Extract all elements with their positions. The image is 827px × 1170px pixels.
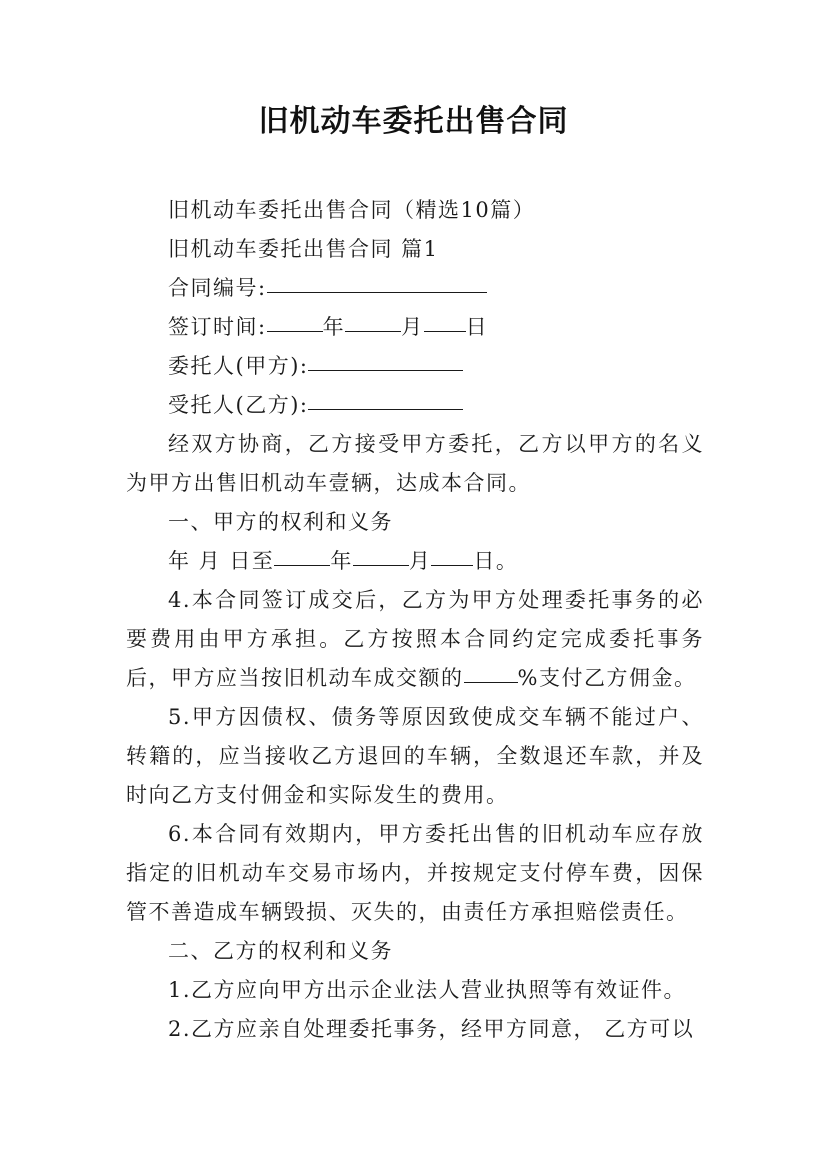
- section1-heading: 一、甲方的权利和义务: [168, 510, 393, 534]
- contract-number-blank: [267, 269, 487, 293]
- party-b-label: 受托人(乙方):: [168, 393, 309, 417]
- party-b-clause-1: 1.乙方应向甲方出示企业法人营业执照等有效证件。: [168, 978, 687, 1002]
- party-a-blank: [308, 347, 463, 371]
- period-prefix: 年 月 日至: [168, 549, 275, 573]
- period-line: [126, 542, 704, 581]
- period-month-unit: 月: [408, 549, 432, 573]
- sign-date-label: 签订时间:: [168, 315, 267, 339]
- clause-5-paragraph: 5.甲方因债权、债务等原因致使成交车辆不能过户、转籍的，应当接收乙方退回的车辆，全数退还车款，并及时向乙方支付佣金和实际发生的费用。: [126, 705, 704, 807]
- document-title: 旧机动车委托出售合同: [258, 104, 569, 139]
- clause-4-paragraph: [126, 581, 704, 698]
- section2-heading: 二、乙方的权利和义务: [168, 939, 393, 963]
- period-day-blank: [431, 542, 473, 566]
- clause-4-tail: %支付乙方佣金。: [517, 666, 697, 690]
- contract-number-label: 合同编号:: [168, 276, 267, 300]
- period-day-unit: 日。: [473, 549, 519, 573]
- preamble-paragraph: 经双方协商，乙方接受甲方委托，乙方以甲方的名义为甲方出售旧机动车壹辆，达成本合同。: [126, 432, 704, 495]
- period-month-blank: [353, 542, 409, 566]
- party-a-line: [126, 347, 704, 386]
- clause-4-text: 4.本合同签订成交后，乙方为甲方处理委托事务的必要费用由甲方承担。乙方按照本合同约定完成委托事务后，甲方应当按旧机动车成交额的: [126, 588, 704, 690]
- sign-year-blank: [267, 308, 323, 332]
- sign-day-unit: 日: [465, 315, 489, 339]
- sign-day-blank: [424, 308, 466, 332]
- commission-blank: [464, 659, 518, 683]
- document-subtitle: 旧机动车委托出售合同（精选10篇）: [168, 198, 536, 222]
- clause-6-paragraph: 6.本合同有效期内，甲方委托出售的旧机动车应存放指定的旧机动车交易市场内，并按规定支付停车费，因保管不善造成车辆毁损、灭失的，由责任方承担赔偿责任。: [126, 822, 704, 924]
- party-a-label: 委托人(甲方):: [168, 354, 309, 378]
- sign-month-blank: [345, 308, 401, 332]
- party-b-line: [126, 386, 704, 425]
- period-year-unit: 年: [330, 549, 353, 573]
- sign-date-line: [126, 308, 704, 347]
- contract-number-line: [126, 269, 704, 308]
- period-year-blank: [274, 542, 330, 566]
- sign-year-unit: 年: [322, 315, 346, 339]
- document-body: [126, 191, 704, 1049]
- chapter-heading: 旧机动车委托出售合同 篇1: [168, 237, 439, 261]
- sign-month-unit: 月: [401, 315, 424, 339]
- party-b-blank: [308, 386, 463, 410]
- party-b-clause-2: 2.乙方应亲自处理委托事务，经甲方同意， 乙方可以: [168, 1017, 695, 1041]
